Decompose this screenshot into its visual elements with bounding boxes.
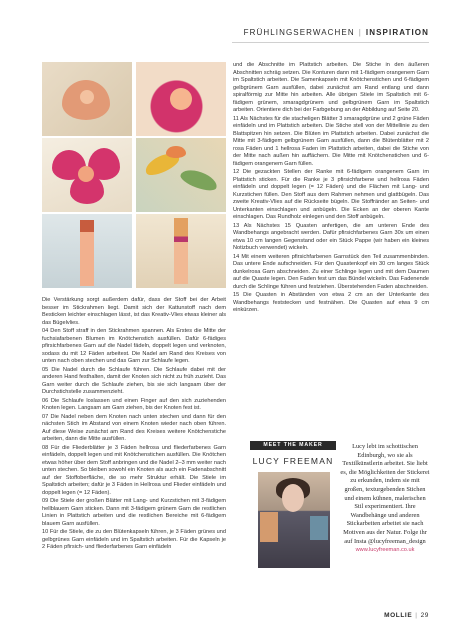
header-divider	[232, 42, 429, 43]
instructions-left-column	[42, 297, 226, 553]
step-15: 15 Die Quasten in Abständen von etwa 2 cm an der Unterkante des Wandbehangs feststecken und festnähen. Die Quasten auf etwa 9 cm einkürzen.	[233, 292, 429, 313]
photo-pink-flower	[42, 138, 132, 212]
step-07: 07 Die Nadel neben dem Knoten nach unten stechen und dann für den nächsten Stich im Abstand von einem Knoten wieder nach oben führen. Auf diese Weise zunächst am Rand des Kreises weitere Knötchenstiche arbeiten, dann die Mitte ausfüllen.	[42, 413, 226, 442]
magazine-name: MOLLIE	[384, 612, 413, 619]
maker-name: LUCY FREEMAN	[252, 456, 334, 466]
step-04: 04 Den Stoff straff in den Stickrahmen spannen. Als Erstes die Mitte der fuchsiafarbenen Blumen im Knötchenstich ausfüllen. Dafür 6-fädiges pfirsichfarbenes Garn auf die Nadel fädeln, doppelt legen und verknoten, sodass du mit 12 Fäden arbeitest. Die Nadel am Rand des Kreises von unten nach oben stechen und das Garn zur Schlaufe legen.	[42, 328, 226, 364]
step-08: 08 Für die Fliederblätter je 3 Fäden hellrosa und fliederfarbenes Garn einfädeln, doppelt legen und mit Knötchenstichen ausfüllen. Die Knötchen etwas höher über dem Stoff anbringen und die Nadel 2–3 mm weiter nach unten stechen. So bleiben sowohl ein Knoten als auch ein Fadenabschnitt auf der Stoffoberfläche, die so mehr Struktur erhält. Die Stiele im Spaltstich arbeiten; dafür je 3 Fäden in Hellrosa und Flieder einfädeln und doppelt legen (= 12 Fäden).	[42, 444, 226, 496]
photo-knot-loop	[136, 62, 226, 136]
section-title: FRÜHLINGSERWACHEN	[243, 28, 355, 37]
maker-bio	[340, 443, 430, 555]
step-14: 14 Mit einem weiteren pfirsichfarbenen Garnstück den Teil zusammenbinden. Das untere Ende aufschneiden. Für den Quastenkopf ein 30 cm langes Stück dunkelrosa Garn abschneiden. Zu einer Schlinge legen und mit dem Daumen auf die Quaste legen. Den Faden fest um das Bündel wickeln. Das Fadenende durch die Schlinge führen und festziehen. Überstehenden Faden abschneiden.	[233, 253, 429, 290]
photo-grid	[42, 62, 226, 288]
category-label: INSPIRATION	[365, 28, 429, 37]
website-link[interactable]: www.lucyfreeman.co.uk	[355, 547, 415, 554]
step-10: 10 Für die Stiele, die zu den Blütenkapseln führen, je 3 Fäden grünes und gelbgrünes Garn einfädeln und im Spaltstich arbeiten. Für die Kapseln je 2 Fäden pfirsich- und fliederfarbenes Garn einfädeln	[42, 529, 226, 550]
meet-the-maker-tag: MEET THE MAKER	[250, 441, 336, 450]
step-13: 13 Als Nächstes 15 Quasten anfertigen, die am unteren Ende des Wandbehangs angebracht werden. Dafür pfirsichfarbenes Garn 30x um einen etwa 10 cm langen Gegenstand oder ein Stück Pappe (wir haben ein kleines Notizbuch verwendet) wickeln.	[233, 222, 429, 251]
step-12: 12 Die gezackten Stellen der Ranke mit 6-fädigem orangenem Garn im Plattstich sticken. Für die Ranke je 3 pfirsichfarbene und hellrosa Fäden einfädeln und doppelt legen (= 12 Fäden) und die Flächen mit Lang- und Kurzstichen füllen. Den Stoff aus dem Rahmen nehmen und glattbügeln. Das zweite Kreativ-Vlies auf die Rückseite bügeln. Die Stoffränder an Seiten- und Unterkanten einschlagen und anbügeln. Die Ecken an der oberen Kante einschlagen. Das Rundholz einlegen und den Stoff anbügeln.	[233, 169, 429, 220]
photo-leaf-stitches	[136, 138, 226, 212]
instructions-right-column	[233, 62, 429, 316]
paragraph: Die Verstärkung sorgt außerdem dafür, dass der Stoff bei der Arbeit besser im Stickrahmen liegt. Damit sich der Kattunstoff nach dem Besticken leichter einschlagen lässt, ist das Kreativ-Vlies etwas kleiner als das Bügelvlies.	[42, 297, 226, 326]
photo-tassel-peach	[42, 214, 132, 288]
photo-tassel-wrapped	[136, 214, 226, 288]
step-11: 11 Als Nächstes für die stacheligen Blätter 3 smaragdgrüne und 2 grüne Fäden einfädeln und im Plattstich arbeiten. Die Stiche stell von der Mittellinie zu den Blattspitzen hin setzen. Die Blüten im Plattstich arbeiten. Dabei zunächst die Mitte mit 3-fädigem gelbgrünem Garn ausfüllen, dann die Blütenblätter mit 2 rosa Fäden und 1 hellrosa Faden im Plattstich arbeiten, dabei die Stiche von der Mitte nach außen hin auffächern. Die Mitte mit Knötchenstichen und 6-fädigem orangenem Garn füllen.	[233, 115, 429, 167]
page-header: FRÜHLINGSERWACHEN | INSPIRATION	[243, 28, 429, 37]
step-05: 05 Die Nadel durch die Schlaufe führen. Die Schlaufe dabei mit der anderen Hand festhalten, damit der Knoten sich nicht zu früh zuzieht. Das Garn weiter durch die Schlaufe ziehen, bis sie sich langsam über der Durchstichstelle zusammenzieht.	[42, 366, 226, 395]
step-06: 06 Die Schlaufe loslassen und einen Finger auf den sich zuziehenden Knoten legen. Langsam am Garn ziehen, bis der Knoten fest ist.	[42, 397, 226, 411]
bio-text: Lucy lebt im schottischen Edinburgh, wo sie als Textilkünstlerin arbeitet. Sie liebt es, die Möglichkeiten der Stickerei zu erkunden, indem sie mit großen, texturgebenden Stichen und einem kühnen, malerischen Stil experimentiert. Ihre Wandbehänge und anderen Stickarbeiten arbeitet sie nach Motiven aus der Natur. Folge ihr auf Insta @lucyfreeman_design	[340, 443, 430, 545]
step-09: 09 Die Stiele der großen Blätter mit Lang- und Kurzstichen mit 3-fädigem hellblauem Garn sticken. Dann mit 3-fädigem grünem Garn die restlichen Linien in Plattstich arbeiten und die restlichen Bereiche mit 6-fädigem blauem Garn ausfüllen.	[42, 498, 226, 527]
maker-portrait	[258, 472, 330, 568]
page-footer: MOLLIE | 29	[384, 612, 429, 619]
paragraph: und die Abschnitte im Plattstich arbeiten. Die Stiche in den äußeren Abschnitten schräg setzen. Die Konturen dann mit 1-fädigem orangenem Garn im Spaltstich arbeiten. Die Samenkapseln mit Knötchenstichen und 6-fädigem gelbgrünem Garn ausfüllen, dabei zunächst am Rand entlang und dann spiralförmig zur Mitte hin arbeiten. Alle übrigen Stiele im Spaltstich mit 6-fädigem grünem, smaragdgrünem und gelbgrünem Garn im Spaltstich arbeiten. Orientiere dich bei der Farbgebung an der Abbildung auf Seite 20.	[233, 62, 429, 113]
page-number: 29	[420, 612, 429, 619]
photo-stitching-knots	[42, 62, 132, 136]
